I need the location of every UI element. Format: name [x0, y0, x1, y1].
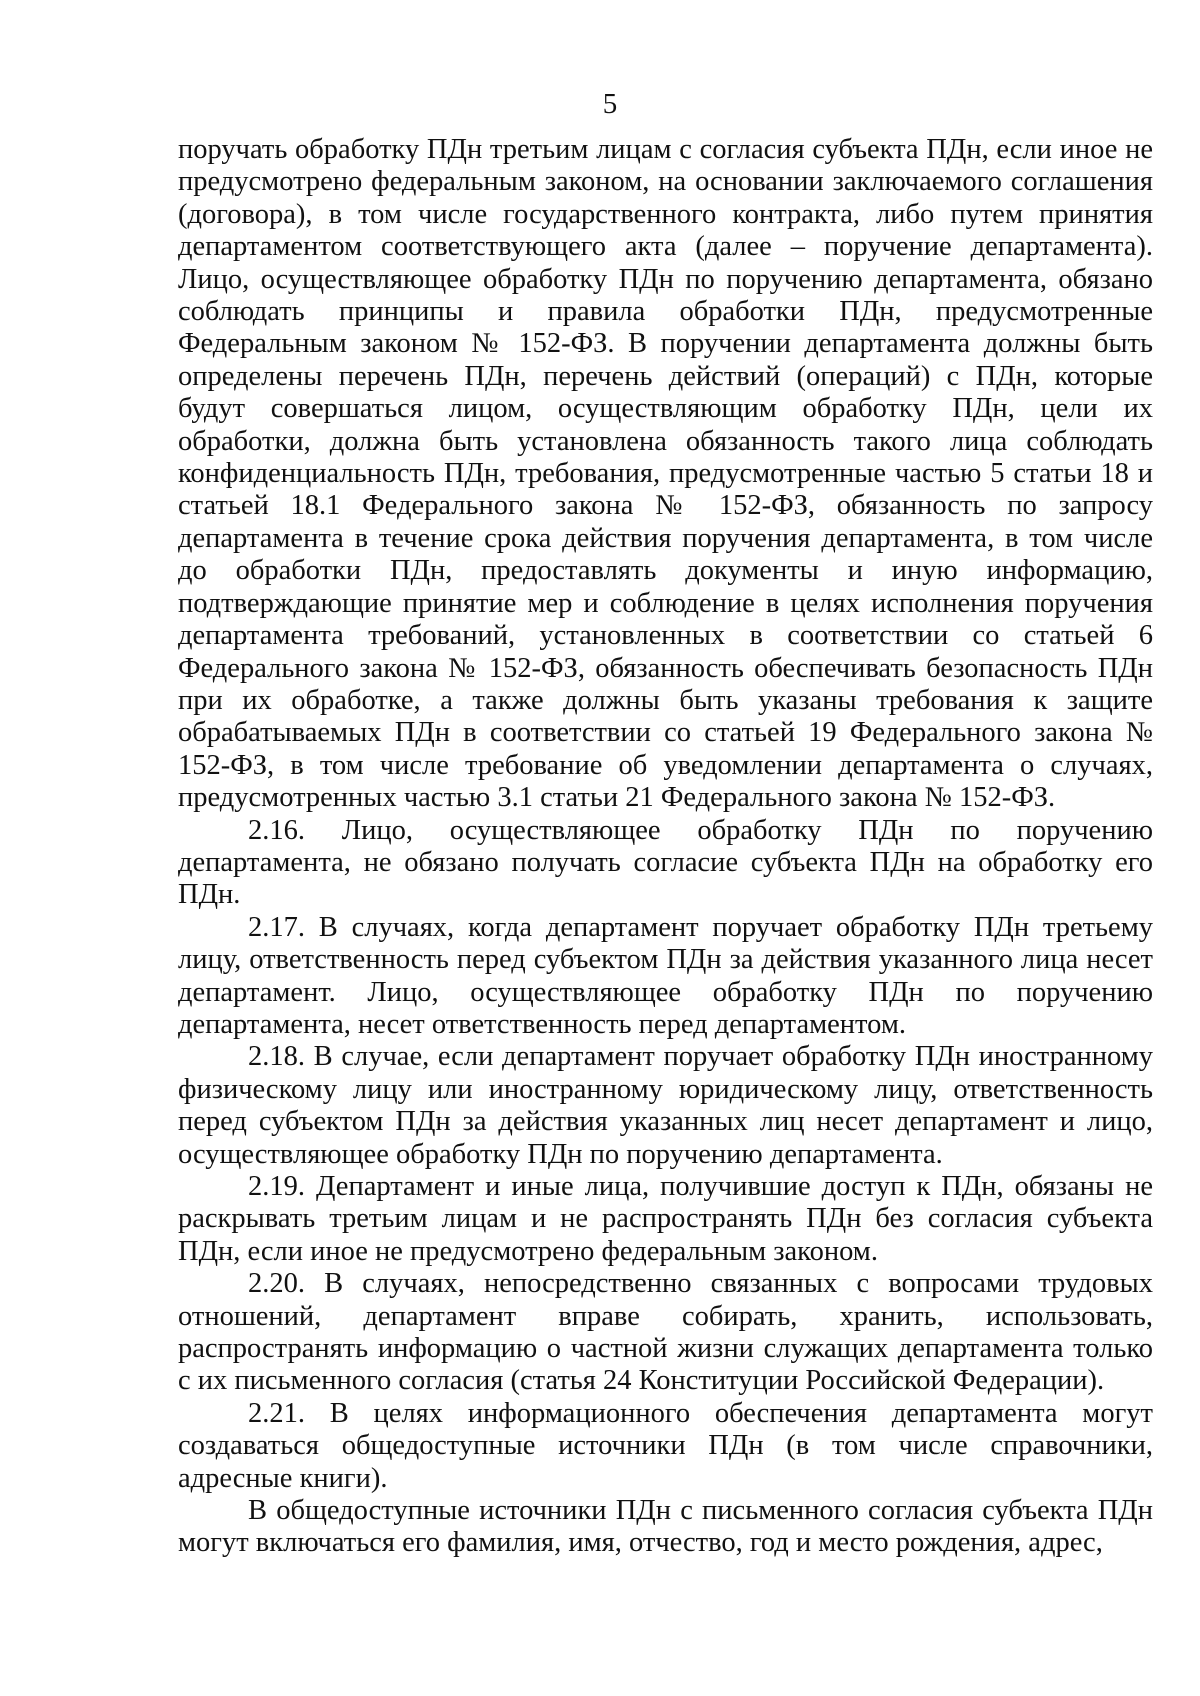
paragraph-public-sources: В общедоступные источники ПДн с письменного согласия субъекта ПДн могут включаться его фамилия, имя, отчество, год и место рождения, адрес,: [178, 1495, 1153, 1559]
paragraph-2-18: 2.18. В случае, если департамент поручает обработку ПДн иностранному физическому лицу или иностранному юридическому лицу, ответственность перед субъектом ПДн за действия указанных лиц несет департамент и лицо, осуществляющее обработку ПДн по поручению департамента.: [178, 1041, 1153, 1170]
document-body: [178, 134, 1153, 1560]
paragraph-2-21: 2.21. В целях информационного обеспечения департамента могут создаваться общедоступные источники ПДн (в том числе справочники, адресные книги).: [178, 1397, 1153, 1494]
paragraph-2-17: 2.17. В случаях, когда департамент поручает обработку ПДн третьему лицу, ответственность перед субъектом ПДн за действия указанного лица несет департамент. Лицо, осуществляющее обработку ПДн по поручению департамента, несет ответственность перед департаментом.: [178, 911, 1153, 1040]
paragraph-2-20: 2.20. В случаях, непосредственно связанных с вопросами трудовых отношений, департамент вправе собирать, хранить, использовать, распространять информацию о частной жизни служащих департамента только с их письменного согласия (статья 24 Конституции Российской Федерации).: [178, 1268, 1153, 1397]
paragraph-2-19: 2.19. Департамент и иные лица, получившие доступ к ПДн, обязаны не раскрывать третьим лицам и не распространять ПДн без согласия субъекта ПДн, если иное не предусмотрено федеральным законом.: [178, 1171, 1153, 1267]
paragraph-continuation: поручать обработку ПДн третьим лицам с согласия субъекта ПДн, если иное не предусмотрено федеральным законом, на основании заключаемого соглашения (договора), в том числе государственного контракта, либо путем принятия департаментом соответствующего акта (далее – поручение департамента). Лицо, осуществляющее обработку ПДн по поручению департамента, обязано соблюдать принципы и правила обработки ПДн, предусмотренные Федеральным законом № 152-ФЗ. В поручении департамента должны быть определены перечень ПДн, перечень действий (операций) с ПДн, которые будут совершаться лицом, осуществляющим обработку ПДн, цели их обработки, должна быть установлена обязанность такого лица соблюдать конфиденциальность ПДн, требования, предусмотренные частью 5 статьи 18 и статьей 18.1 Федерального закона № 152-ФЗ, обязанность по запросу департамента в течение срока действия поручения департамента, в том числе до обработки ПДн, предоставлять документы и иную информацию, подтверждающие принятие мер и соблюдение в целях исполнения поручения департамента требований, установленных в соответствии со статьей 6 Федерального закона № 152-ФЗ, обязанность обеспечивать безопасность ПДн при их обработке, а также должны быть указаны требования к защите обрабатываемых ПДн в соответствии со статьей 19 Федерального закона № 152-ФЗ, в том числе требование об уведомлении департамента о случаях, предусмотренных частью 3.1 статьи 21 Федерального закона № 152-ФЗ.: [178, 134, 1153, 814]
paragraph-2-16: 2.16. Лицо, осуществляющее обработку ПДн по поручению департамента, не обязано получать согласие субъекта ПДн на обработку его ПДн.: [178, 814, 1153, 911]
page-number: 5: [602, 88, 618, 120]
